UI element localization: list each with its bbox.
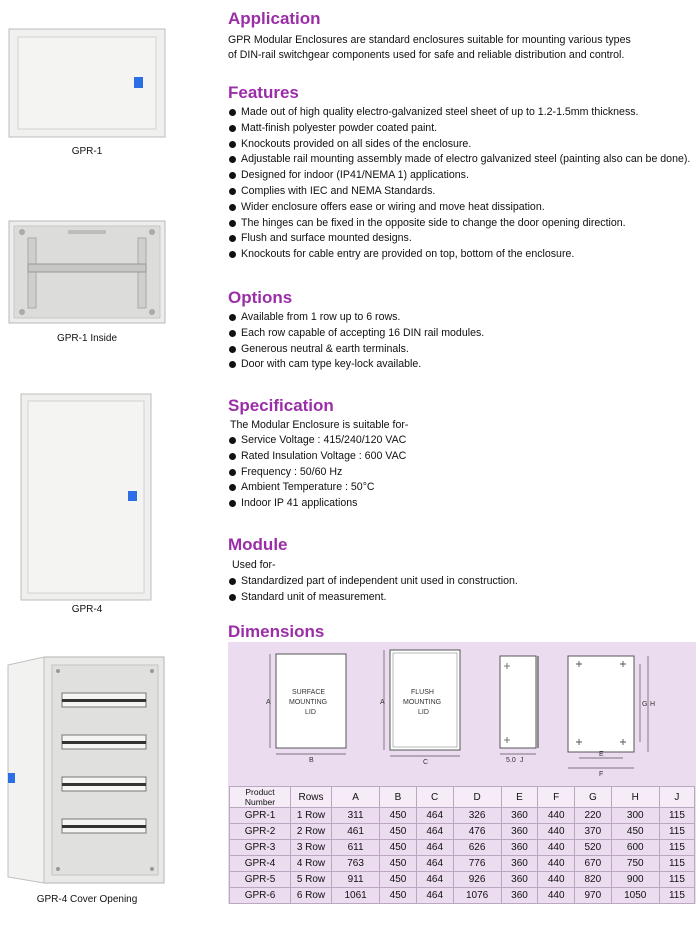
- dim-label-f: F: [599, 771, 604, 778]
- table-cell: 220: [575, 808, 612, 824]
- header-product-number: Product Number: [230, 787, 291, 808]
- table-cell: 360: [501, 840, 538, 856]
- table-cell: 360: [501, 856, 538, 872]
- gpr-4-cover-opening-image: [6, 655, 166, 887]
- flush-mounting-drawing: [380, 650, 460, 766]
- table-cell: 300: [611, 808, 659, 824]
- table-cell: GPR-5: [230, 872, 291, 888]
- list-item: Rated Insulation Voltage : 600 VAC: [228, 449, 406, 465]
- surface-label-3: LID: [305, 709, 316, 716]
- table-cell: 600: [611, 840, 659, 856]
- application-line-2: of DIN-rail switchgear components used for safe and reliable distribution and control.: [228, 49, 625, 61]
- back-view-drawing: [568, 656, 655, 778]
- table-cell: 670: [575, 856, 612, 872]
- dim-label-g: G: [642, 701, 648, 708]
- gpr-1-inside-image: [8, 220, 166, 324]
- list-item: Available from 1 row up to 6 rows.: [228, 310, 484, 326]
- table-cell: 900: [611, 872, 659, 888]
- table-row: [230, 840, 695, 856]
- list-item: Knockouts provided on all sides of the enclosure.: [228, 137, 690, 153]
- table-cell: 440: [538, 824, 575, 840]
- table-cell: 115: [659, 808, 694, 824]
- table-cell: 970: [575, 888, 612, 904]
- table-cell: 2 Row: [291, 824, 332, 840]
- gpr-1-inside-caption: GPR-1 Inside: [56, 333, 118, 344]
- surface-mounting-drawing: [266, 654, 346, 764]
- table-cell: 626: [453, 840, 501, 856]
- table-cell: 464: [416, 872, 453, 888]
- table-cell: 115: [659, 888, 694, 904]
- gpr-1-caption: GPR-1: [71, 146, 103, 157]
- dimensions-table-body: [230, 808, 695, 904]
- list-item: Each row capable of accepting 16 DIN rail modules.: [228, 326, 484, 342]
- list-item: Wider enclosure offers ease or wiring and move heat dissipation.: [228, 200, 690, 216]
- list-item: Knockouts for cable entry are provided on top, bottom of the enclosure.: [228, 247, 690, 263]
- dimension-drawings: [228, 642, 696, 784]
- table-cell: 450: [380, 888, 417, 904]
- table-cell: 5 Row: [291, 872, 332, 888]
- table-cell: 360: [501, 888, 538, 904]
- header-a: A: [332, 787, 380, 808]
- table-row: [230, 872, 695, 888]
- gpr-4-cover-opening-caption: GPR-4 Cover Opening: [36, 894, 138, 905]
- table-cell: 440: [538, 888, 575, 904]
- list-item: Designed for indoor (IP41/NEMA 1) applications.: [228, 168, 690, 184]
- table-cell: 4 Row: [291, 856, 332, 872]
- table-cell: 440: [538, 856, 575, 872]
- table-cell: 370: [575, 824, 612, 840]
- list-item: The hinges can be fixed in the opposite side to change the door opening direction.: [228, 216, 690, 232]
- table-cell: 115: [659, 872, 694, 888]
- module-list: [228, 574, 518, 606]
- list-item: Adjustable rail mounting assembly made of electro galvanized steel (painting also can be done).: [228, 152, 690, 168]
- list-item: Service Voltage : 415/240/120 VAC: [228, 433, 406, 449]
- list-item: Standardized part of independent unit used in construction.: [228, 574, 518, 590]
- table-cell: 611: [332, 840, 380, 856]
- list-item: Flush and surface mounted designs.: [228, 231, 690, 247]
- table-cell: 360: [501, 872, 538, 888]
- table-cell: GPR-6: [230, 888, 291, 904]
- header-rows: Rows: [291, 787, 332, 808]
- module-intro: Used for-: [232, 559, 276, 571]
- dim-label-e: E: [599, 751, 604, 758]
- table-cell: 360: [501, 808, 538, 824]
- table-cell: 311: [332, 808, 380, 824]
- gpr-1-image: [8, 28, 166, 138]
- table-cell: 464: [416, 824, 453, 840]
- table-cell: 476: [453, 824, 501, 840]
- table-cell: 750: [611, 856, 659, 872]
- table-cell: 440: [538, 840, 575, 856]
- table-cell: 450: [380, 856, 417, 872]
- list-item: Door with cam type key-lock available.: [228, 357, 484, 373]
- table-cell: 3 Row: [291, 840, 332, 856]
- list-item: Made out of high quality electro-galvanized steel sheet of up to 1.2-1.5mm thickness.: [228, 105, 690, 121]
- table-row: [230, 856, 695, 872]
- specification-list: [228, 433, 406, 512]
- table-cell: 1050: [611, 888, 659, 904]
- module-title: Module: [228, 535, 288, 554]
- table-cell: 776: [453, 856, 501, 872]
- table-cell: GPR-2: [230, 824, 291, 840]
- table-row: [230, 808, 695, 824]
- dim-label-j: J: [520, 757, 524, 764]
- table-cell: 464: [416, 808, 453, 824]
- specification-intro: The Modular Enclosure is suitable for-: [230, 419, 409, 431]
- options-list: [228, 310, 484, 373]
- table-cell: 115: [659, 824, 694, 840]
- header-c: C: [416, 787, 453, 808]
- table-cell: 115: [659, 856, 694, 872]
- application-line-1: GPR Modular Enclosures are standard enclosures suitable for mounting various types: [228, 34, 631, 46]
- table-row: [230, 824, 695, 840]
- header-d: D: [453, 787, 501, 808]
- table-cell: 450: [380, 824, 417, 840]
- table-cell: 461: [332, 824, 380, 840]
- list-item: Matt-finish polyester powder coated paint.: [228, 121, 690, 137]
- list-item: Complies with IEC and NEMA Standards.: [228, 184, 690, 200]
- table-cell: 440: [538, 872, 575, 888]
- header-b: B: [380, 787, 417, 808]
- table-cell: 464: [416, 856, 453, 872]
- list-item: Frequency : 50/60 Hz: [228, 465, 406, 481]
- list-item: Standard unit of measurement.: [228, 590, 518, 606]
- table-cell: 115: [659, 840, 694, 856]
- gpr-4-caption: GPR-4: [71, 604, 103, 615]
- dim-label-b: B: [309, 757, 314, 764]
- dim-label-h: H: [650, 701, 656, 708]
- specification-title: Specification: [228, 396, 334, 415]
- features-title: Features: [228, 83, 299, 102]
- table-cell: 1 Row: [291, 808, 332, 824]
- list-item: Ambient Temperature : 50°C: [228, 480, 406, 496]
- gpr-4-image: [20, 393, 152, 601]
- table-cell: 1061: [332, 888, 380, 904]
- table-cell: 820: [575, 872, 612, 888]
- table-cell: 911: [332, 872, 380, 888]
- table-cell: 520: [575, 840, 612, 856]
- dim-label-a1: A: [266, 699, 271, 706]
- flush-label-2: MOUNTING: [403, 699, 442, 706]
- table-cell: 450: [380, 872, 417, 888]
- table-cell: GPR-3: [230, 840, 291, 856]
- header-j: J: [659, 787, 694, 808]
- table-cell: GPR-4: [230, 856, 291, 872]
- header-h: H: [611, 787, 659, 808]
- dim-label-c: C: [423, 759, 429, 766]
- dimensions-title: Dimensions: [228, 622, 325, 641]
- table-cell: 450: [611, 824, 659, 840]
- table-cell: 926: [453, 872, 501, 888]
- flush-label-3: LID: [418, 709, 429, 716]
- table-cell: 763: [332, 856, 380, 872]
- table-cell: 6 Row: [291, 888, 332, 904]
- table-cell: 464: [416, 888, 453, 904]
- side-view-drawing: [500, 656, 538, 764]
- table-cell: GPR-1: [230, 808, 291, 824]
- list-item: Generous neutral & earth terminals.: [228, 342, 484, 358]
- header-f: F: [538, 787, 575, 808]
- application-title: Application: [228, 9, 321, 28]
- table-cell: 440: [538, 808, 575, 824]
- surface-label-1: SURFACE: [292, 689, 326, 696]
- header-g: G: [575, 787, 612, 808]
- flush-label-1: FLUSH: [411, 689, 434, 696]
- dimensions-table: [229, 786, 695, 904]
- dim-label-five: 5.0: [506, 757, 516, 764]
- table-cell: 450: [380, 840, 417, 856]
- table-cell: 360: [501, 824, 538, 840]
- table-cell: 326: [453, 808, 501, 824]
- surface-label-2: MOUNTING: [289, 699, 328, 706]
- list-item: Indoor IP 41 applications: [228, 496, 406, 512]
- table-header-row: [230, 787, 695, 808]
- table-cell: 464: [416, 840, 453, 856]
- table-cell: 1076: [453, 888, 501, 904]
- dim-label-a2: A: [380, 699, 385, 706]
- options-title: Options: [228, 288, 293, 307]
- table-row: [230, 888, 695, 904]
- header-e: E: [501, 787, 538, 808]
- table-cell: 450: [380, 808, 417, 824]
- features-list: [228, 105, 690, 263]
